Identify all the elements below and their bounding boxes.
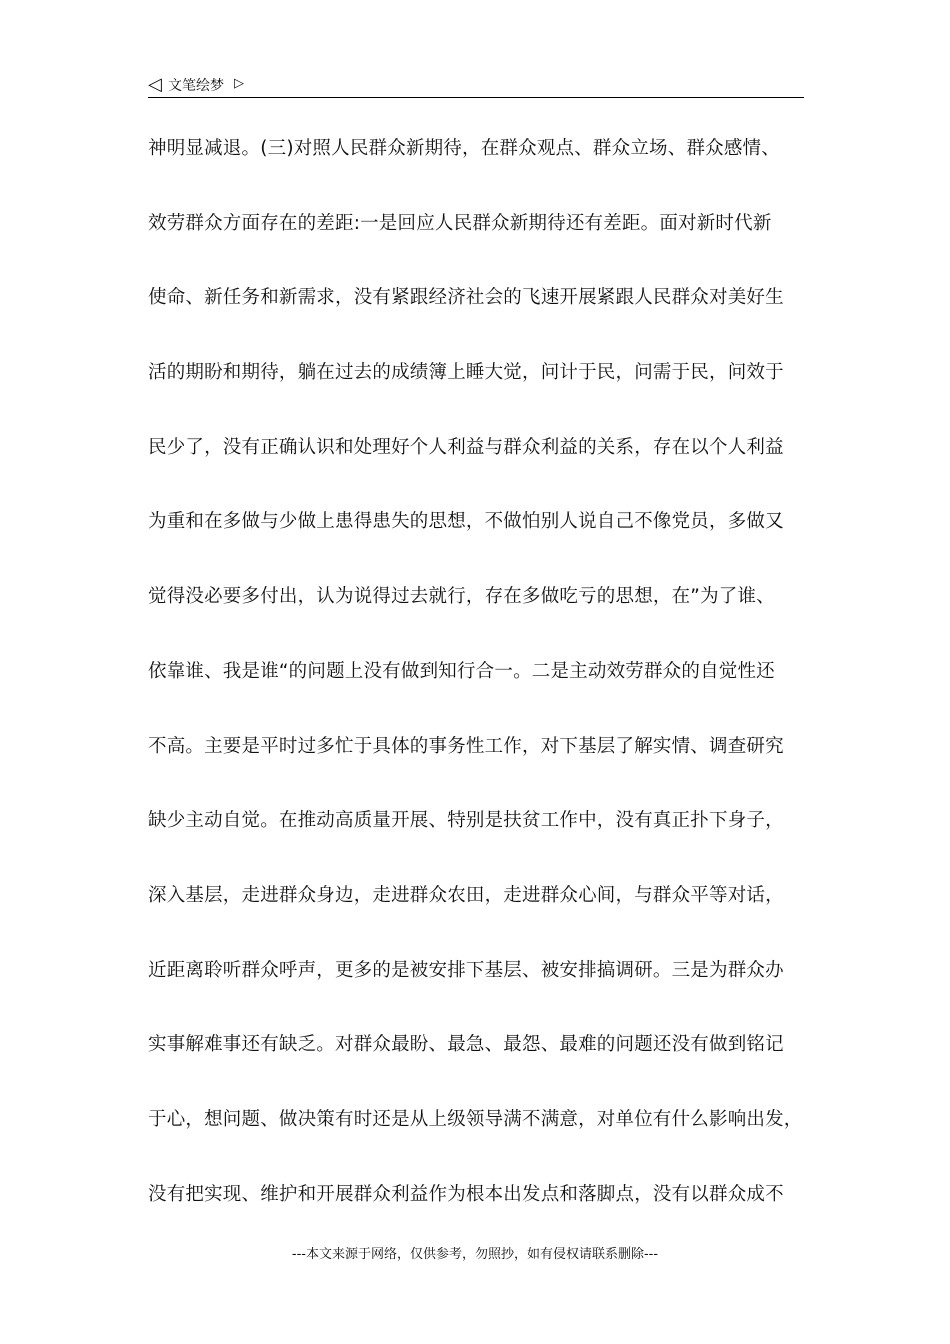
- text-line: 缺少主动自觉。在推动高质量开展、特别是扶贫工作中，没有真正扑下身子，: [148, 810, 784, 832]
- text-line: 实事解难事还有缺乏。对群众最盼、最急、最怨、最难的问题还没有做到铭记: [148, 1034, 784, 1056]
- text-line: 近距离聆听群众呼声，更多的是被安排下基层、被安排搞调研。三是为群众办: [148, 959, 784, 981]
- header-divider: [148, 97, 804, 98]
- header-brand: 文笔绘梦: [168, 78, 224, 94]
- page-header: [148, 74, 804, 98]
- text-line: 活的期盼和期待，躺在过去的成绩簿上睡大觉，问计于民，问需于民，问效于: [148, 362, 784, 384]
- text-line: 觉得没必要多付出，认为说得过去就行，存在多做吃亏的思想，在”为了谁、: [148, 586, 775, 608]
- text-line: 不高。主要是平时过多忙于具体的事务性工作，对下基层了解实情、调查研究: [148, 735, 784, 757]
- text-line: 于心，想问题、做决策有时还是从上级领导满不满意，对单位有什么影响出发，: [148, 1108, 803, 1130]
- text-line: 神明显减退。(三)对照人民群众新期待，在群众观点、群众立场、群众感情、: [148, 138, 780, 159]
- text-line: 使命、新任务和新需求，没有紧跟经济社会的飞速开展紧跟人民群众对美好生: [148, 287, 784, 309]
- right-triangle-icon: ▷: [234, 76, 244, 91]
- text-line: 依靠谁、我是谁“的问题上没有做到知行合一。二是主动效劳群众的自觉性还: [148, 660, 775, 682]
- left-triangle-icon: ◁: [148, 74, 162, 95]
- text-line: 没有把实现、维护和开展群众利益作为根本出发点和落脚点，没有以群众成不: [148, 1183, 784, 1205]
- text-line: 效劳群众方面存在的差距:一是回应人民群众新期待还有差距。面对新时代新: [148, 212, 772, 234]
- text-line: 深入基层，走进群众身边，走进群众农田，走进群众心间，与群众平等对话，: [148, 884, 784, 906]
- text-line: 为重和在多做与少做上患得患失的思想，不做怕别人说自己不像党员，多做又: [148, 511, 784, 533]
- text-line: 民少了，没有正确认识和处理好个人利益与群众利益的关系，存在以个人利益: [148, 436, 784, 458]
- page-footer: ---本文来源于网络，仅供参考，勿照抄，如有侵权请联系删除---: [291, 1247, 659, 1262]
- body-text: [148, 134, 828, 1254]
